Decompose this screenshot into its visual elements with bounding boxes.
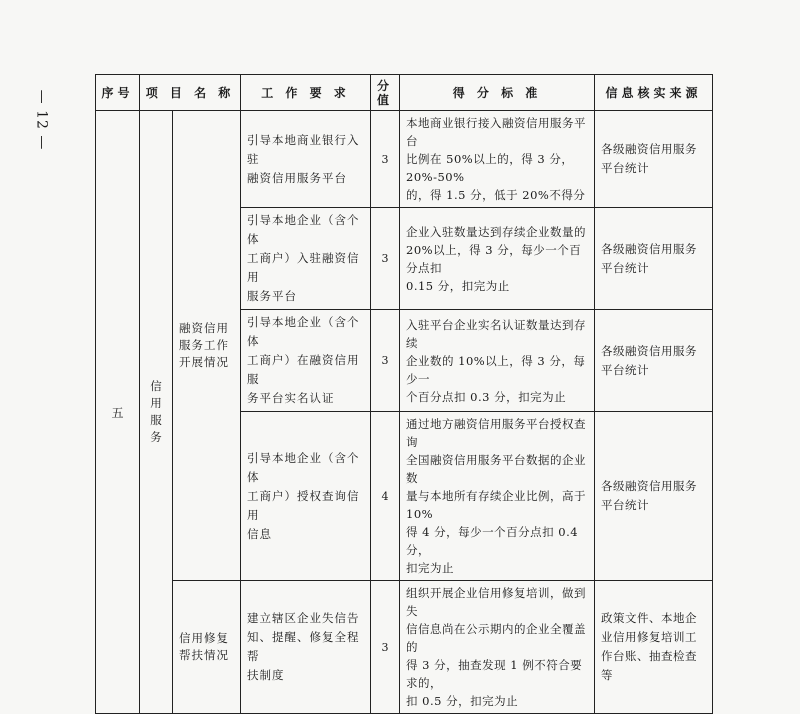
row-source: 各级融资信用服务 平台统计 — [595, 412, 713, 581]
table-row — [96, 111, 713, 208]
row-score: 3 — [371, 581, 400, 714]
table-row — [96, 581, 713, 714]
page-number — [30, 75, 52, 165]
header-row — [96, 75, 713, 111]
section-category: 信用 服务 — [140, 111, 173, 714]
row-source: 各级融资信用服务 平台统计 — [595, 208, 713, 310]
row-requirement: 引导本地企业（含个体 工商户）在融资信用服 务平台实名认证 — [241, 310, 371, 412]
row-criteria: 通过地方融资信用服务平台授权查询 全国融资信用服务平台数据的企业数 量与本地所有存续企业比例，高于 10% 得 4 分，每少一个百分点扣 0.4 分， 扣完为止 — [400, 412, 595, 581]
header-source: 信息核实来源 — [595, 75, 713, 111]
header-score: 分 值 — [371, 75, 400, 111]
section-seq: 五 — [96, 111, 140, 714]
row-requirement: 引导本地商业银行入驻 融资信用服务平台 — [241, 111, 371, 208]
row-source: 政策文件、本地企 业信用修复培训工 作台账、抽查检查 等 — [595, 581, 713, 714]
row-requirement: 建立辖区企业失信告 知、提醒、修复全程帮 扶制度 — [241, 581, 371, 714]
row-criteria: 企业入驻数量达到存续企业数量的 20%以上，得 3 分，每少一个百分点扣 0.15 分，扣完为止 — [400, 208, 595, 310]
group-name: 融资信用 服务工作 开展情况 — [173, 111, 241, 581]
row-requirement: 引导本地企业（含个体 工商户）入驻融资信用 服务平台 — [241, 208, 371, 310]
row-criteria: 入驻平台企业实名认证数量达到存续 企业数的 10%以上，得 3 分，每少一 个百分点扣 0.3 分，扣完为止 — [400, 310, 595, 412]
row-score: 3 — [371, 310, 400, 412]
header-requirement: 工 作 要 求 — [241, 75, 371, 111]
row-score: 3 — [371, 208, 400, 310]
row-score: 3 — [371, 111, 400, 208]
scoring-table — [95, 74, 713, 714]
row-score: 4 — [371, 412, 400, 581]
row-criteria: 组织开展企业信用修复培训，做到失 信信息尚在公示期内的企业全覆盖的 得 3 分，抽查发现 1 例不符合要求的， 扣 0.5 分，扣完为止 — [400, 581, 595, 714]
header-seq: 序号 — [96, 75, 140, 111]
row-criteria: 本地商业银行接入融资信用服务平台 比例在 50%以上的，得 3 分，20%-50% 的，得 1.5 分，低于 20%不得分 — [400, 111, 595, 208]
group-name: 信用修复 帮扶情况 — [173, 581, 241, 714]
page-number-text: — 12 — — [33, 89, 49, 151]
row-requirement: 引导本地企业（含个体 工商户）授权查询信用 信息 — [241, 412, 371, 581]
header-item: 项 目 名 称 — [140, 75, 241, 111]
row-source: 各级融资信用服务 平台统计 — [595, 310, 713, 412]
header-criteria: 得 分 标 准 — [400, 75, 595, 111]
row-source: 各级融资信用服务 平台统计 — [595, 111, 713, 208]
